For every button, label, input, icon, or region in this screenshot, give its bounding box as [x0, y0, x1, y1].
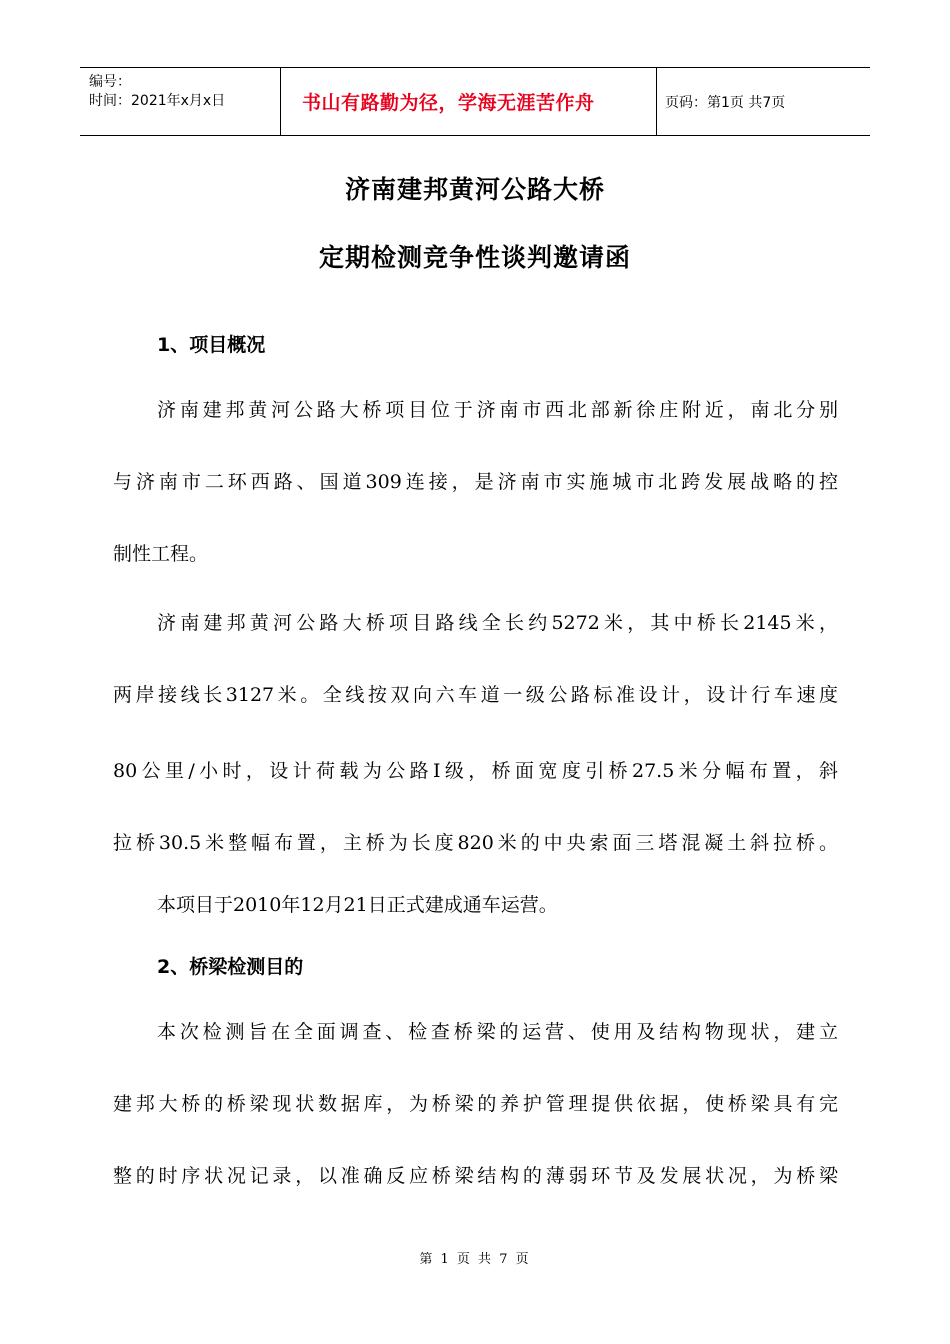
paragraph-line: 济南建邦黄河公路大桥项目路线全长约5272米，其中桥长2145米， — [157, 612, 838, 634]
paragraph-line: 本次检测旨在全面调查、检查桥梁的运营、使用及结构物现状，建立 — [157, 1021, 838, 1043]
document-title-line1: 济南建邦黄河公路大桥 — [344, 175, 605, 204]
paragraph-line: 制性工程。 — [113, 543, 209, 565]
date-label: 时间：2021年x月x日 — [89, 93, 226, 109]
paragraph-line: 拉桥30.5米整幅布置，主桥为长度820米的中央索面三塔混凝土斜拉桥。 — [113, 832, 838, 854]
header-meta — [80, 68, 281, 135]
paragraph-line: 80公里/小时，设计荷载为公路Ⅰ级，桥面宽度引桥27.5米分幅布置，斜 — [113, 760, 838, 782]
paragraph-line: 整的时序状况记录，以准确反应桥梁结构的薄弱环节及发展状况，为桥梁 — [113, 1165, 838, 1187]
page-header — [80, 67, 870, 136]
paragraph-line: 本项目于2010年12月21日正式建成通车运营。 — [157, 894, 558, 916]
paragraph-line: 两岸接线长3127米。全线按双向六车道一级公路标准设计，设计行车速度 — [113, 684, 838, 706]
section-heading-2: 2、桥梁检测目的 — [157, 956, 304, 978]
page-footer: 第 1 页 共 7 页 — [419, 1252, 531, 1267]
code-label: 编号： — [89, 74, 131, 90]
page-info: 页码：第1页 共7页 — [665, 94, 786, 111]
section-heading-1: 1、项目概况 — [157, 334, 266, 356]
paragraph-line: 建邦大桥的桥梁现状数据库，为桥梁的养护管理提供依据，使桥梁具有完 — [113, 1093, 838, 1115]
document-title-line2: 定期检测竞争性谈判邀请函 — [318, 243, 631, 272]
header-page-cell — [657, 68, 870, 135]
paragraph-line: 与济南市二环西路、国道309连接，是济南市实施城市北跨发展战略的控 — [113, 471, 838, 493]
header-motto-cell — [281, 68, 657, 135]
motto: 书山有路勤为径，学海无涯苦作舟 — [302, 92, 595, 114]
paragraph-line: 济南建邦黄河公路大桥项目位于济南市西北部新徐庄附近，南北分别 — [157, 399, 838, 421]
